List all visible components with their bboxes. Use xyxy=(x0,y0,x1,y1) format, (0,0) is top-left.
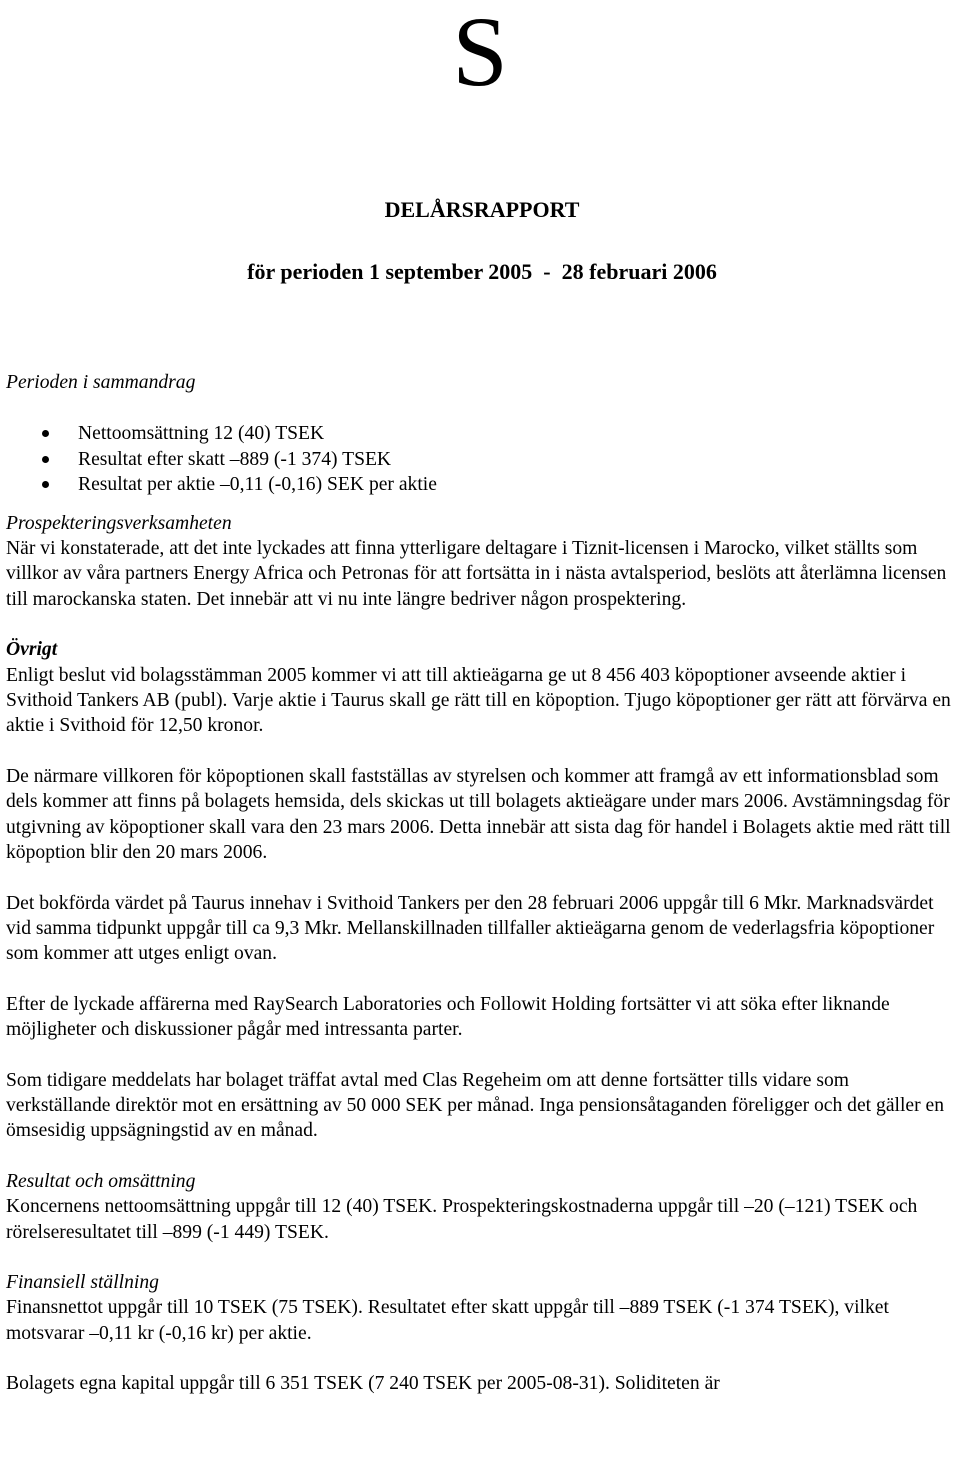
prospecting-heading: Prospekteringsverksamheten xyxy=(6,512,232,534)
summary-item-text: Resultat per aktie –0,11 (-0,16) SEK per aktie xyxy=(78,474,437,496)
report-period: för perioden 1 september 2005 - 28 februari 2006 xyxy=(247,259,717,284)
financial-paragraph: Finansnettot uppgår till 10 TSEK (75 TSEK). Resultatet efter skatt uppgår till –889 TSEK (-1 374 TSEK), vilket motsvarar –0,11 kr (-0,16 kr) per aktie. xyxy=(6,1297,889,1344)
summary-heading: Perioden i sammandrag xyxy=(6,372,196,393)
bullet-icon xyxy=(42,430,49,437)
bullet-icon xyxy=(42,481,49,488)
summary-item xyxy=(6,421,952,446)
summary-item-text: Resultat efter skatt –889 (-1 374) TSEK xyxy=(78,448,392,470)
summary-item xyxy=(6,447,952,472)
bullet-icon xyxy=(42,456,49,463)
summary-list xyxy=(6,421,952,497)
other-paragraph: De närmare villkoren för köpoptionen skall fastställas av styrelsen och kommer att framgå av ett informationsblad som dels kommer att finns på bolagets hemsida, dels skickas ut till bolagets aktieägare under mars 2006. Avstämningsdag för utgivning av köpoptioner skall vara den 23 mars 2006. Detta innebär att sista dag för handel i Bolagets aktie med rätt till köpoption blir den 20 mars 2006. xyxy=(6,765,951,864)
other-heading: Övrigt xyxy=(6,639,58,661)
financial-heading: Finansiell ställning xyxy=(6,1271,159,1293)
financial-paragraph: Bolagets egna kapital uppgår till 6 351 TSEK (7 240 TSEK per 2005-08-31). Soliditeten är xyxy=(6,1373,720,1395)
other-paragraph: Enligt beslut vid bolagsstämman 2005 kommer vi att till aktieägarna ge ut 8 456 403 köpoptioner avseende aktier i Svithoid Tankers AB (publ). Varje aktie i Taurus skall ge rätt till en köpoption. Tjugo köpoptioner ger rätt att förvärva en aktie i Svithoid för 12,50 kronor. xyxy=(6,664,951,737)
report-title: DELÅRSRAPPORT xyxy=(384,197,580,222)
other-paragraph: Som tidigare meddelats har bolaget träffat avtal med Clas Regeheim om att denne fortsätter tills vidare som verkställande direktör mot en ersättning av 50 000 SEK per månad. Inga pensionsåtaganden föreligger och det gäller en ömsesidig uppsägningstid av en månad. xyxy=(6,1069,945,1142)
other-paragraph: Det bokförda värdet på Taurus innehav i Svithoid Tankers per den 28 februari 2006 uppgår till 6 Mkr. Marknadsvärdet vid samma tidpunkt uppgår till ca 9,3 Mkr. Mellanskillnaden tillfaller aktieägarna genom de vederlagsfria köpoptioner som kommer att utges enligt ovan. xyxy=(6,892,935,965)
results-heading: Resultat och omsättning xyxy=(6,1170,196,1192)
summary-item xyxy=(6,472,952,497)
results-paragraph: Koncernens nettoomsättning uppgår till 12 (40) TSEK. Prospekteringskostnaderna uppgår till –20 (–121) TSEK och rörelseresultatet till –899 (-1 449) TSEK. xyxy=(6,1196,918,1243)
prospecting-paragraph: När vi konstaterade, att det inte lyckades att finna ytterligare deltagare i Tiznit-licensen i Marocko, vilket ställts som villkor av våra partners Energy Africa och Petronas för att fortsätta in i nästa avtalsperiod, beslöts att återlämna licensen till marockanska staten. Det innebär att vi nu inte längre bedriver någon prospektering. xyxy=(6,538,947,610)
company-logo-letter: S xyxy=(452,0,508,107)
summary-item-text: Nettoomsättning 12 (40) TSEK xyxy=(78,423,325,445)
other-paragraph: Efter de lyckade affärerna med RaySearch Laboratories och Followit Holding fortsätter vi att söka efter liknande möjligheter och diskussioner pågår med intressanta parter. xyxy=(6,993,890,1041)
report-body xyxy=(6,370,952,1397)
